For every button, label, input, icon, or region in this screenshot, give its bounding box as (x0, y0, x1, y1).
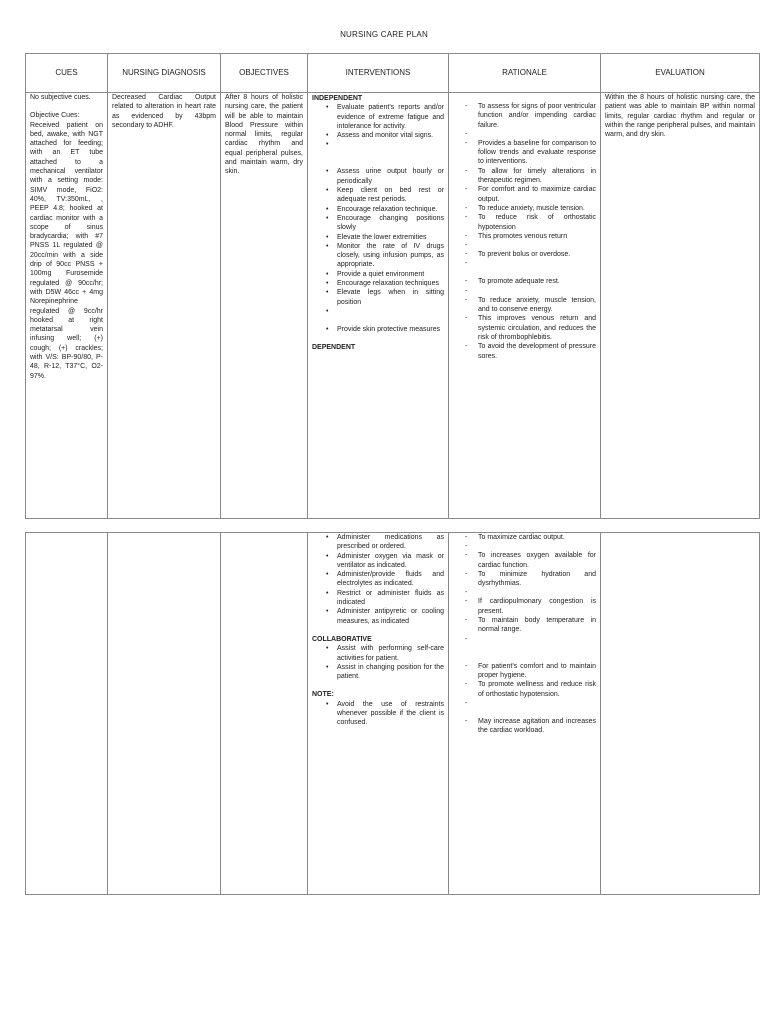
list-item: • Avoid the use of restraints whenever possible if the client is confused. (312, 700, 444, 728)
list-item: • Encourage relaxation technique. (312, 205, 444, 214)
list-item: • Keep client on bed rest or adequate rest periods. (312, 186, 444, 205)
list-item: - This promotes venous return (453, 232, 596, 241)
list-item: • Provide a quiet environment (312, 270, 444, 279)
list-item: • Monitor the rate of IV drugs closely, using infusion pumps, as appropriate. (312, 242, 444, 270)
list-item: - May increase agitation and increases the cardiac workload. (453, 717, 596, 736)
list-item: - To promote wellness and reduce risk of orthostatic hypotension. (453, 680, 596, 699)
dependent-list (312, 533, 444, 626)
objectives-cell (221, 93, 308, 519)
list-item: - Provides a baseline for comparison to follow trends and evaluate response to interventions. (453, 139, 596, 167)
header-nursing-diagnosis: NURSING DIAGNOSIS (108, 54, 221, 93)
evaluation-cell-empty (601, 533, 760, 895)
evaluation-text: Within the 8 hours of holistic nursing care, the patient was able to maintain BP within normal limits, regular cardiac rhythm and regular or within the range peripheral pulses, and maintain warm, and dry skin. (605, 94, 755, 139)
list-item: • Restrict or administer fluids as indicated (312, 589, 444, 608)
page-title: NURSING CARE PLAN (340, 30, 428, 39)
list-item: • Assist with performing self-care activities for patient. (312, 644, 444, 663)
list-item: • Encourage changing positions slowly (312, 214, 444, 233)
header-evaluation: EVALUATION (601, 54, 760, 93)
list-item: - To maximize cardiac output. (453, 533, 596, 542)
care-plan-table-page2 (25, 532, 760, 895)
header-row (26, 54, 760, 93)
list-item: • Administer antipyretic or cooling measures, as indicated (312, 607, 444, 626)
cues-cell-empty (26, 533, 108, 895)
note-label: NOTE: (312, 691, 334, 699)
list-item: • Elevate the lower extremities (312, 233, 444, 242)
subjective-cues: No subjective cues. (30, 94, 91, 101)
independent-label: INDEPENDENT (312, 95, 363, 102)
list-item: - To reduce anxiety, muscle tension. (453, 204, 596, 213)
care-plan-table-page1 (25, 53, 760, 519)
list-item: - To reduce anxiety, muscle tension, and to conserve energy. (453, 296, 596, 315)
list-item: - If cardiopulmonary congestion is present. (453, 597, 596, 616)
list-item: - To prevent bolus or overdose. (453, 250, 596, 259)
list-item: - To avoid the development of pressure sores. (453, 342, 596, 361)
list-item: - To increases oxygen available for cardiac function. (453, 551, 596, 570)
list-item: - To reduce risk of orthostatic hypotension (453, 213, 596, 232)
objective-cues-heading: Objective Cues: (30, 112, 80, 120)
list-item: • Provide skin protective measures (312, 325, 444, 334)
dependent-label: DEPENDENT (312, 344, 356, 352)
diagnosis-cell-empty (108, 533, 221, 895)
list-item: - To promote adequate rest. (453, 277, 596, 286)
header-interventions: INTERVENTIONS (308, 54, 449, 93)
objectives-cell-empty (221, 533, 308, 895)
list-item: - This improves venous return and systemic circulation, and reduces the risk of thrombophlebitis. (453, 314, 596, 342)
rationale-list (453, 102, 596, 361)
header-objectives: OBJECTIVES (221, 54, 308, 93)
list-item: • Administer/provide fluids and electrolytes as indicated. (312, 570, 444, 589)
interventions-cell (308, 533, 449, 895)
collaborative-list (312, 644, 444, 681)
list-item: - For patient's comfort and to maintain proper hygiene. (453, 662, 596, 681)
rationale-cell (449, 93, 601, 519)
header-rationale: RATIONALE (449, 54, 601, 93)
list-item: • Encourage relaxation techniques (312, 279, 444, 288)
list-item: • Administer medications as prescribed or ordered. (312, 533, 444, 552)
list-item: - To assess for signs of poor ventricular function and/or impending cardiac failure. (453, 102, 596, 130)
objective-cues-text: Received patient on bed, awake, with NGT attached for feeding; with an ET tube attached to a mechanical ventilator with a setting mode: SIMV mode, FiO2: 40%, TV:350mL, , PEEP 4.8; hooked at cardiac monitor with a scope of sinus bradycardia; with #7 PNSS 1L regulated @ 20cc/min with a side drip of 90cc PNSS + 100mg Furosemide regulated @ 90cc/hr; with D5W 46cc + 4mg Norepinephrine regulated @ 9cc/hr hooked at right metatarsal vein infusing well; (+) cough; (+) crackles; with V/S: BP-90/80, P-48, R-12, T37°C, O2-97%. (30, 121, 103, 380)
independent-list (312, 103, 444, 334)
list-item: • Assess urine output hourly or periodically (312, 167, 444, 186)
objectives-text: After 8 hours of holistic nursing care, the patient will be able to maintain Blood Pressure within normal limits, regular cardiac rhythm and equal peripheral pulses, and maintain warm, dry skin. (225, 94, 303, 176)
collaborative-label: COLLABORATIVE (312, 635, 372, 643)
list-item: - For comfort and to maximize cardiac output. (453, 185, 596, 204)
rationale-cell (449, 533, 601, 895)
list-item: - To minimize hydration and dysrhythmias. (453, 570, 596, 589)
list-item: - To allow for timely alterations in therapeutic regimen. (453, 167, 596, 186)
evaluation-cell (601, 93, 760, 519)
list-item: - To maintain body temperature in normal range. (453, 616, 596, 635)
body-row (26, 93, 760, 519)
list-item: • Elevate legs when in sitting position (312, 288, 444, 307)
cues-cell (26, 93, 108, 519)
rationale-list (453, 533, 596, 735)
list-item: • Administer oxygen via mask or ventilator as indicated. (312, 552, 444, 571)
diagnosis-cell (108, 93, 221, 519)
list-item: • Evaluate patient's reports and/or evidence of extreme fatigue and intolerance for activity. (312, 103, 444, 131)
body-row (26, 533, 760, 895)
header-cues: CUES (26, 54, 108, 93)
list-item: • Assist in changing position for the patient. (312, 663, 444, 682)
list-item: • Assess and monitor vital signs. (312, 131, 444, 140)
note-list (312, 700, 444, 728)
nursing-diagnosis-text: Decreased Cardiac Output related to alteration in heart rate as evidenced by 43bpm secondary to ADHF. (112, 94, 216, 129)
interventions-cell (308, 93, 449, 519)
